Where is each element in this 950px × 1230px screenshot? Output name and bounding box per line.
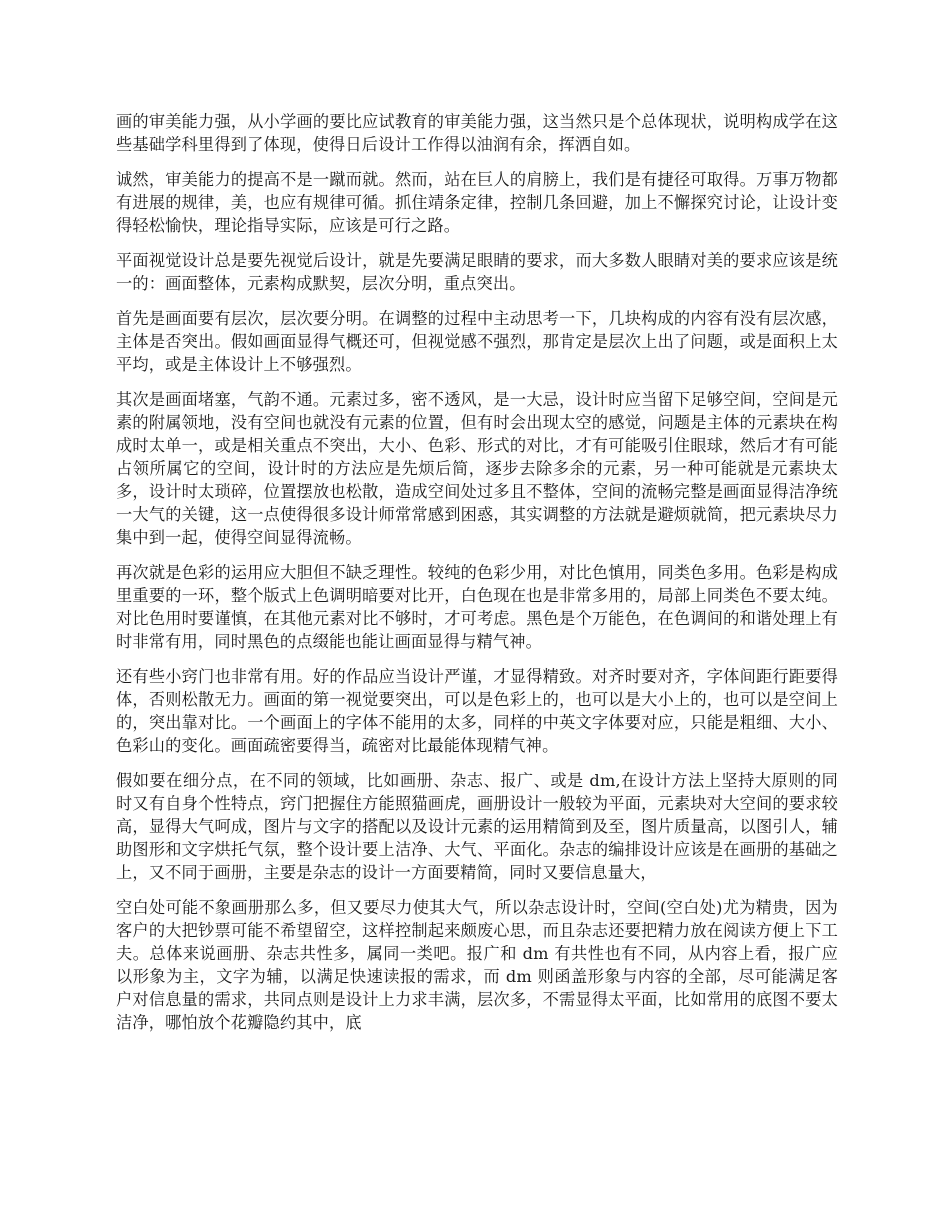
paragraph: 诚然，审美能力的提高不是一蹴而就。然而，站在巨人的肩膀上，我们是有捷径可取得。万事万物都有进展的规律，美，也应有规律可循。抓住靖条定律，控制几条回避，加上不懈探究讨论，让设计变得轻松愉快，理论指导实际，应该是可行之路。 (116, 170, 838, 235)
paragraph: 还有些小窍门也非常有用。好的作品应当设计严谨，才显得精致。对齐时要对齐，字体间距行距要得体，否则松散无力。画面的第一视觉要突出，可以是色彩上的，也可以是大小上的，也可以是空间上的，突出靠对比。一个画面上的字体不能用的太多，同样的中英文字体要对应，只能是粗细、大小、色彩山的变化。画面疏密要得当，疏密对比最能体现精气神。 (116, 667, 838, 755)
paragraph: 假如要在细分点，在不同的领域，比如画册、杂志、报广、或是 dm,在设计方法上坚持大原则的同时又有自身个性特点，窍门把握住方能照猫画虎，画册设计一般较为平面，元素块对大空间的要求较高，显得大气呵成，图片与文字的搭配以及设计元素的运用精简到及至，图片质量高，以图引人，辅助图形和文字烘托气氛，整个设计要上洁净、大气、平面化。杂志的编排设计应该是在画册的基础之上，又不同于画册，主要是杂志的设计一方面要精简，同时又要信息量大， (116, 771, 838, 882)
paragraph: 其次是画面堵塞，气韵不通。元素过多，密不透风，是一大忌，设计时应当留下足够空间，空间是元素的附属领地，没有空间也就没有元素的位置，但有时会出现太空的感觉，问题是主体的元素块在构成时太单一，或是相关重点不突出，大小、色彩、形式的对比，才有可能吸引住眼球，然后才有可能占领所属它的空间，设计时的方法应是先烦后简，逐步去除多余的元素，另一种可能就是元素块太多，设计时太琐碎，位置摆放也松散，造成空间处过多且不整体，空间的流畅完整是画面显得洁净统一大气的关键，这一点使得很多设计师常常感到困惑，其实调整的方法就是避烦就简，把元素块尽力集中到一起，使得空间显得流畅。 (116, 390, 838, 547)
paragraph: 首先是画面要有层次，层次要分明。在调整的过程中主动思考一下，几块构成的内容有没有层次感，主体是否突出。假如画面显得气概还可，但视觉感不强烈，那肯定是层次上出了问题，或是面积上太平均，或是主体设计上不够强烈。 (116, 309, 838, 374)
paragraph: 再次就是色彩的运用应大胆但不缺乏理性。较纯的色彩少用，对比色慎用，同类色多用。色彩是构成里重要的一环，整个版式上色调明暗要对比开，白色现在也是非常多用的，局部上同类色不要太纯。对比色用时要谨慎，在其他元素对比不够时，才可考虑。黑色是个万能色，在色调间的和谐处理上有时非常有用，同时黑色的点缀能也能让画面显得与精气神。 (116, 563, 838, 651)
paragraph: 平面视觉设计总是要先视觉后设计，就是先要满足眼睛的要求，而大多数人眼睛对美的要求应该是统一的：画面整体，元素构成默契，层次分明，重点突出。 (116, 251, 838, 293)
paragraph: 空白处可能不象画册那么多，但又要尽力使其大气，所以杂志设计时，空间(空白处)尤为精贵，因为客户的大把钞票可能不希望留空，这样控制起来颇废心思，而且杂志还要把精力放在阅读方便上下工夫。总体来说画册、杂志共性多，属同一类吧。报广和 dm 有共性也有不同，从内容上看，报广应以形象为主，文字为辅，以满足快速读报的需求，而 dm 则函盖形象与内容的全部，尽可能满足客户对信息量的需求，共同点则是设计上力求丰满，层次多，不需显得太平面，比如常用的底图不要太洁净，哪怕放个花瓣隐约其中，底 (116, 898, 838, 1032)
paragraph: 画的审美能力强，从小学画的要比应试教育的审美能力强，这当然只是个总体现状，说明构成学在这些基础学科里得到了体现，使得日后设计工作得以油润有余，挥洒自如。 (116, 112, 838, 154)
document-page (116, 110, 838, 1046)
